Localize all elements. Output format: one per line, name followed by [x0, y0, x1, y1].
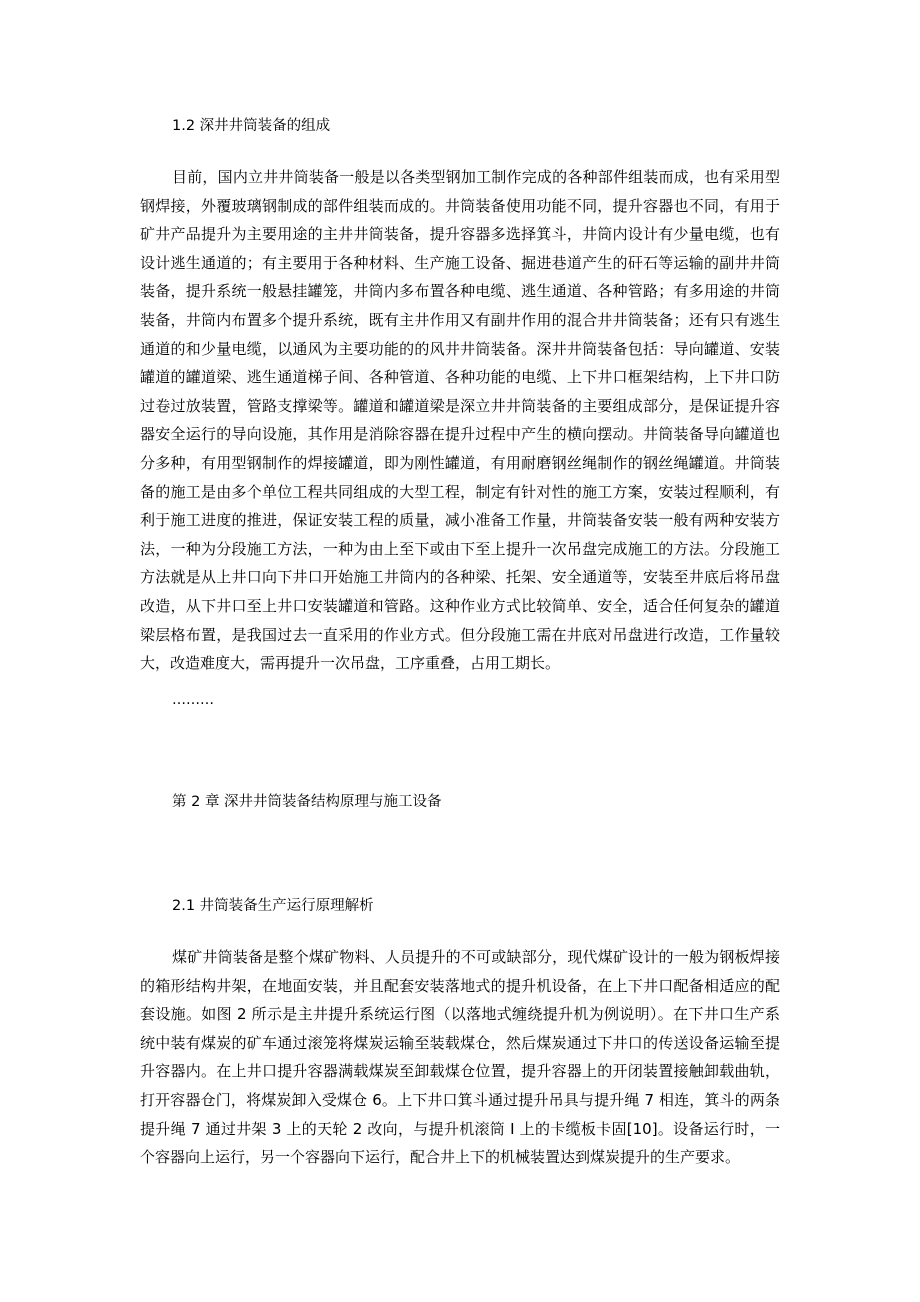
- section-1-2-heading: 1.2 深井井筒装备的组成: [172, 118, 331, 134]
- chapter-2-heading: 第 2 章 深井井筒装备结构原理与施工设备: [172, 794, 442, 810]
- section-1-2-paragraph: 目前，国内立井井筒装备一般是以各类型钢加工制作完成的各种部件组装而成，也有采用型钢焊接，外覆玻璃钢制成的部件组装而成的。井筒装备使用功能不同，提升容器也不同，有用于矿井产品提升为主要用途的主井井筒装备，提升容器多选择箕斗，井筒内设计有少量电缆，也有设计逃生通道的；有主要用于各种材料、生产施工设备、掘进巷道产生的矸石等运输的副井井筒装备，提升系统一般悬挂罐笼，井筒内多布置各种电缆、逃生通道、各种管路；有多用途的井筒装备，井筒内布置多个提升系统，既有主井作用又有副井作用的混合井井筒装备；还有只有逃生通道的和少量电缆，以通风为主要功能的的风井井筒装备。深井井筒装备包括：导向罐道、安装罐道的罐道梁、逃生通道梯子间、各种管道、各种功能的电缆、上下井口框架结构，上下井口防过卷过放装置，管路支撑梁等。罐道和罐道梁是深立井井筒装备的主要组成部分，是保证提升容器安全运行的导向设施，其作用是消除容器在提升过程中产生的横向摆动。井筒装备导向罐道也分多种，有用型钢制作的焊接罐道，即为刚性罐道，有用耐磨钢丝绳制作的钢丝绳罐道。井筒装备的施工是由多个单位工程共同组成的大型工程，制定有针对性的施工方案，安装过程顺利，有利于施工进度的推进，保证安装工程的质量，减小准备工作量，井筒装备安装一般有两种安装方法，一种为分段施工方法，一种为由上至下或由下至上提升一次吊盘完成施工的方法。分段施工方法就是从上井口向下井口开始施工井筒内的各种梁、托架、安全通道等，安装至井底后将吊盘改造，从下井口至上井口安装罐道和管路。这种作业方式比较简单、安全，适合任何复杂的罐道梁层格布置，是我国过去一直采用的作业方式。但分段施工需在井底对吊盘进行改造，工作量较大，改造难度大，需再提升一次吊盘，工序重叠，占用工期长。: [140, 168, 780, 673]
- section-2-1-heading: 2.1 井筒装备生产运行原理解析: [172, 898, 374, 914]
- section-2-1-paragraph: 煤矿井筒装备是整个煤矿物料、人员提升的不可或缺部分，现代煤矿设计的一般为钢板焊接的箱形结构井架，在地面安装，并且配套安装落地式的提升机设备，在上下井口配备相适应的配套设施。如图 2 所示是主井提升系统运行图（以落地式缠绕提升机为例说明）。在下井口生产系统中装有煤炭的矿车通过滚笼将煤炭运输至装载煤仓，然后煤炭通过下井口的传送设备运输至提升容器内。在上井口提升容器满载煤炭至卸载煤仓位置，提升容器上的开闭装置接触卸载曲轨，打开容器仓门，将煤炭卸入受煤仓 6。上下井口箕斗通过提升吊具与提升绳 7 相连，箕斗的两条提升绳 7 通过井架 3 上的天轮 2 改向，与提升机滚筒 I 上的卡缆板卡固[10]。设备运行时，一个容器向上运行，另一个容器向下运行，配合井上下的机械装置达到煤炭提升的生产要求。: [140, 948, 780, 1167]
- ellipsis-mark: ………: [172, 692, 214, 708]
